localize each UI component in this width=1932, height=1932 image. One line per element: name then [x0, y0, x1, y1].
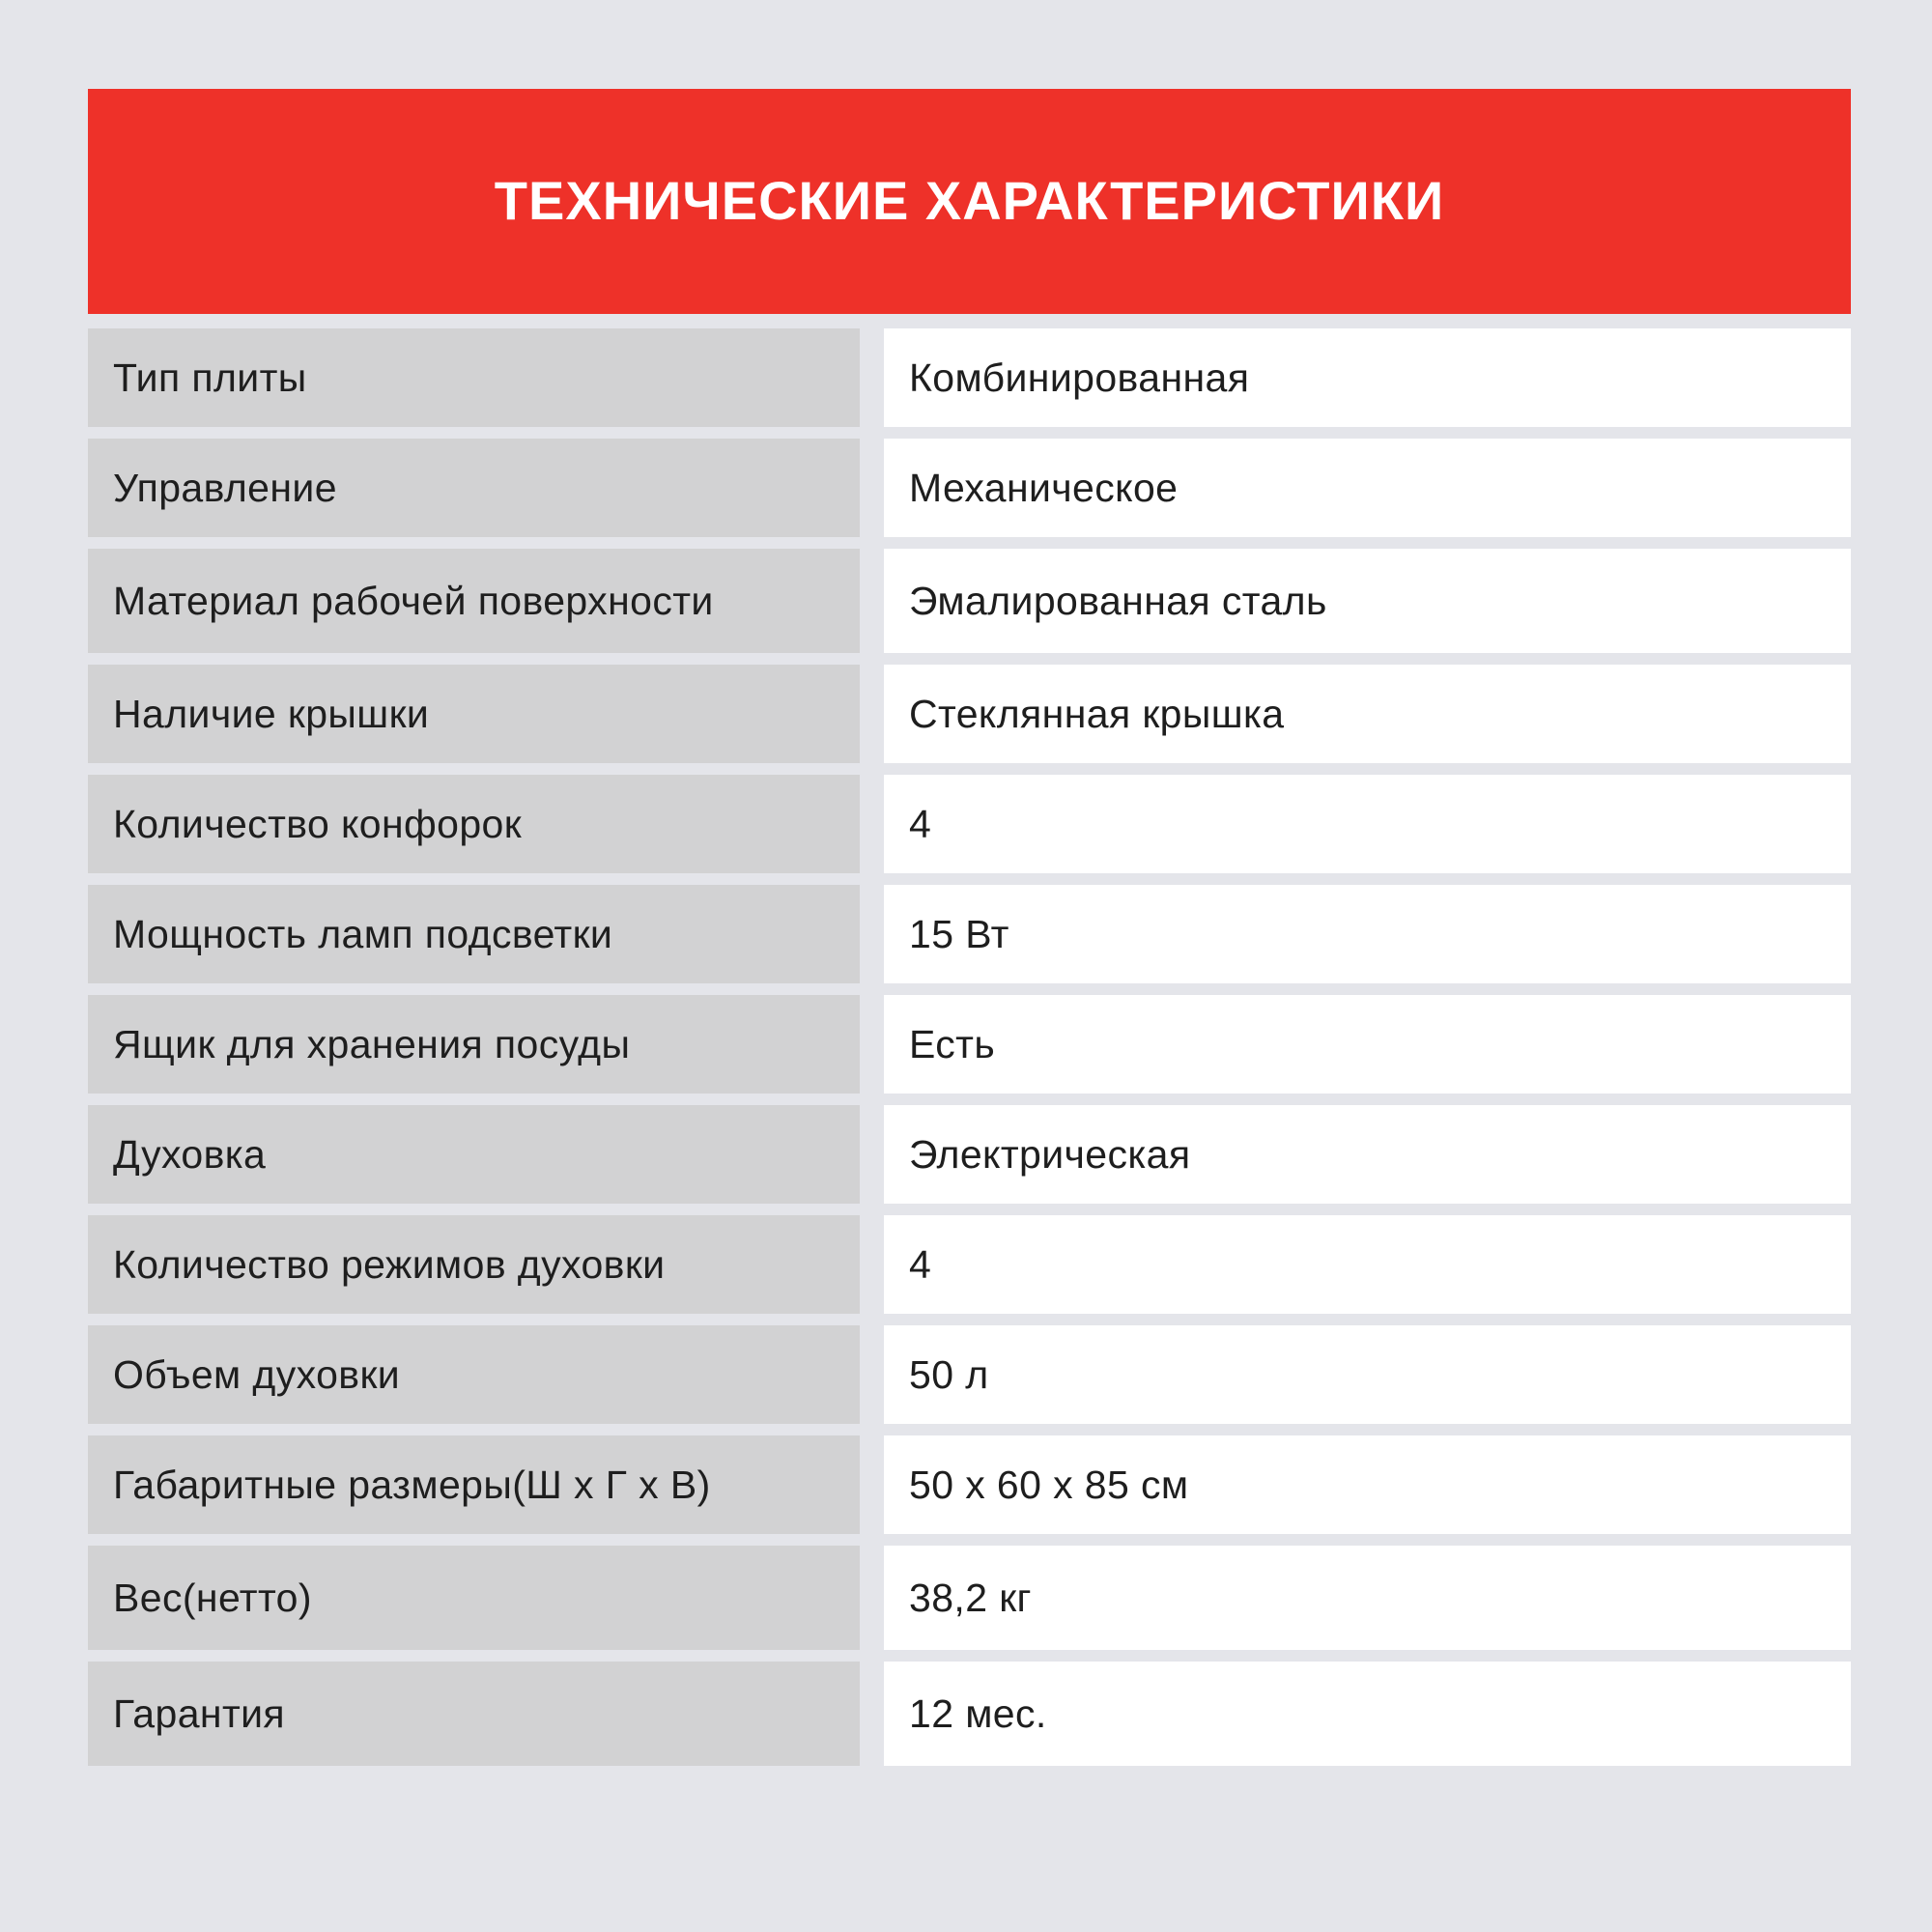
spec-value: Электрическая [884, 1105, 1851, 1204]
spec-row-oven-volume [88, 1325, 1851, 1424]
spec-label: Гарантия [88, 1662, 860, 1766]
spec-value: 38,2 кг [884, 1546, 1851, 1650]
spec-row-oven [88, 1105, 1851, 1204]
spec-value: Механическое [884, 439, 1851, 537]
spec-label: Вес(нетто) [88, 1546, 860, 1650]
spec-label: Духовка [88, 1105, 860, 1204]
specs-title: ТЕХНИЧЕСКИЕ ХАРАКТЕРИСТИКИ [494, 170, 1445, 231]
spec-value: Есть [884, 995, 1851, 1094]
spec-value: 4 [884, 1215, 1851, 1314]
spec-label: Объем духовки [88, 1325, 860, 1424]
specs-header [88, 89, 1851, 314]
spec-row-burners [88, 775, 1851, 873]
spec-label: Количество конфорок [88, 775, 860, 873]
spec-row-storage-drawer [88, 995, 1851, 1094]
spec-row-stove-type [88, 328, 1851, 427]
spec-row-dimensions [88, 1435, 1851, 1534]
spec-row-control [88, 439, 1851, 537]
specs-card [88, 89, 1851, 1766]
spec-value: Комбинированная [884, 328, 1851, 427]
spec-label: Тип плиты [88, 328, 860, 427]
spec-label: Наличие крышки [88, 665, 860, 763]
spec-label: Мощность ламп подсветки [88, 885, 860, 983]
spec-value: Эмалированная сталь [884, 549, 1851, 653]
spec-row-weight [88, 1546, 1851, 1650]
spec-value: 15 Вт [884, 885, 1851, 983]
spec-value: Стеклянная крышка [884, 665, 1851, 763]
spec-value: 50 л [884, 1325, 1851, 1424]
spec-row-oven-modes [88, 1215, 1851, 1314]
spec-label: Ящик для хранения посуды [88, 995, 860, 1094]
spec-value: 12 мес. [884, 1662, 1851, 1766]
spec-value: 50 x 60 x 85 см [884, 1435, 1851, 1534]
spec-value: 4 [884, 775, 1851, 873]
spec-label: Количество режимов духовки [88, 1215, 860, 1314]
spec-label: Управление [88, 439, 860, 537]
spec-row-lamp-power [88, 885, 1851, 983]
spec-label: Габаритные размеры(Ш x Г x В) [88, 1435, 860, 1534]
spec-label: Материал рабочей поверхности [88, 549, 860, 653]
specs-table [88, 328, 1851, 1766]
spec-row-warranty [88, 1662, 1851, 1766]
spec-row-surface-material [88, 549, 1851, 653]
spec-row-lid [88, 665, 1851, 763]
